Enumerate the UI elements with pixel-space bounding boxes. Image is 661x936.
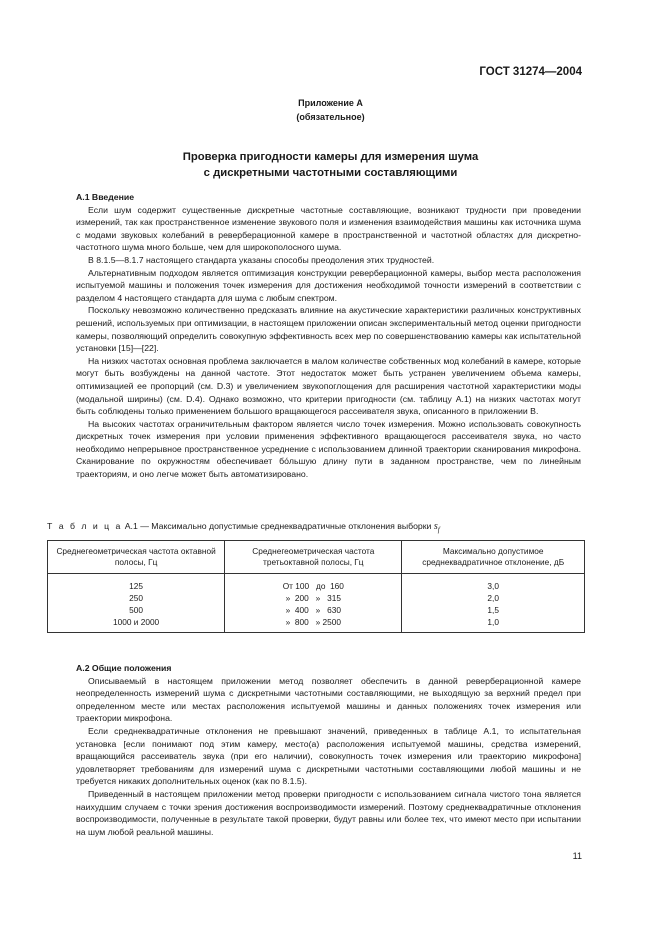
table-cell: 500 — [48, 604, 225, 616]
title-line-1: Проверка пригодности камеры для измерения шума — [182, 151, 479, 163]
section-a2 — [76, 662, 581, 838]
table-cell: 1000 и 2000 — [48, 616, 225, 633]
table-row — [48, 592, 585, 604]
table-cell: » 200 » 315 — [225, 592, 402, 604]
table-caption-symbol: $s_f$ — [433, 521, 440, 534]
paragraph: На низких частотах основная проблема заключается в малом количестве собственных мод колебаний в камере, которые могут быть возбуждены на данной частоте. Этот недостаток может быть устранен увеличением объема камеры, оптимизацией ее пропорций (см. D.3) и увеличением звукопоглощения для расширения частотной характеристики моды (модальной ширины) (см. D.4). Однако возможно, что критерии пригодности (см. таблицу А.1) на низких частотах могут быть соблюдены только применением большого вращающегося рассеивателя звука, описанного в приложении В. — [76, 355, 581, 417]
deviation-table — [47, 540, 585, 633]
table-caption-prefix: Т а б л и ц а — [47, 521, 123, 531]
table-row — [48, 616, 585, 633]
section-heading: А.1 Введение — [76, 192, 135, 202]
table-cell: 125 — [48, 574, 225, 593]
paragraph: Приведенный в настоящем приложении метод проверки пригодности с использованием сигнала чистого тона является наихудшим случаем с точки зрения достижения воспроизводимости измерений. Поэтому среднеквадратичные отклонения воспроизводимости, полученные в результате такой проверки, будут равны или более тех, что имеют место при испытании на шум любой реальной машины. — [76, 788, 581, 837]
paragraph: Поскольку невозможно количественно предсказать влияние на акустические характеристики различных конструктивных решений, используемых при оптимизации, в настоящем приложении описан экспериментальный метод оценки пригодности камеры, позволяющий определить совокупную эффективность всех мер по совершенствованию камеры как испытательной установки [15]—[22]. — [76, 305, 581, 354]
paragraph: Если шум содержит существенные дискретные частотные составляющие, возникают трудности при проведении измерений, так как пространственное изменение звукового поля и изменения взаимодействия машины как источника шума с модами звуковых колебаний в реверберационной камере в пространственной и частотной областях для дискретно-частотного шума много больше, чем для широкополосного шума. — [76, 204, 581, 253]
table-cell: 250 — [48, 592, 225, 604]
document-title — [0, 149, 661, 181]
page-number: 11 — [572, 851, 582, 861]
table-cell: 1,0 — [402, 616, 585, 633]
table-header-cell: Максимально допустимое среднеквадратичное отклонение, дБ — [402, 541, 585, 574]
standard-number: ГОСТ 31274—2004 — [479, 66, 582, 78]
paragraph: На высоких частотах ограничительным фактором является число точек измерения. Можно использовать совокупность дискретных точек измерения при условии применения эффективного вращающегося рассеивателя звука, но часто необходимо непрерывное пространственное усреднение с использованием длинной траектории сканирования микрофона. Сканирование по окружностям обеспечивает бо́льшую длину пути в заданном пространстве, чем по линейным траекториям, и оно легче может быть автоматизировано. — [76, 418, 581, 480]
table-caption — [47, 521, 440, 534]
table-row — [48, 604, 585, 616]
title-line-2: с дискретными частотными составляющими — [203, 167, 458, 179]
table-header-cell: Среднегеометрическая частота третьоктавной полосы, Гц — [225, 541, 402, 574]
table-cell: » 800 » 2500 — [225, 616, 402, 633]
table-cell: 3,0 — [402, 574, 585, 593]
table-cell: 2,0 — [402, 592, 585, 604]
section-a1 — [76, 191, 581, 481]
table-cell: » 400 » 630 — [225, 604, 402, 616]
table-caption-text: А.1 — Максимально допустимые среднеквадратичные отклонения выборки — [124, 521, 432, 531]
paragraph: Если среднеквадратичные отклонения не превышают значений, приведенных в таблице А.1, то испытательная установка [если понимают под этим камеру, место(а) расположения испытуемой машины, средства измерений, вращающийся рассеиватель звука (при его наличии), совокупность точек измерения или траекторию микрофона] удовлетворяет требованиям для измерений шума с дискретными частотными составляющими любой машины и не требуется никаких дополнительных оценок (как по 8.1.5). — [76, 725, 581, 787]
table-row — [48, 574, 585, 593]
section-heading: А.2 Общие положения — [76, 663, 172, 673]
paragraph: В 8.1.5—8.1.7 настоящего стандарта указаны способы преодоления этих трудностей. — [88, 254, 435, 265]
table-cell: От 100 до 160 — [225, 574, 402, 593]
table-cell: 1,5 — [402, 604, 585, 616]
paragraph: Описываемый в настоящем приложении метод позволяет обеспечить в данной реверберационной камере неопределенность измерений шума с дискретными частотными составляющими, не выходящую за верхний предел при определенном месте или местах расположения испытуемой машины и данных положениях точек измерения или траектории микрофона. — [76, 675, 581, 724]
table-header-cell: Среднегеометрическая частота октавной полосы, Гц — [48, 541, 225, 574]
paragraph: Альтернативным подходом является оптимизация конструкции реверберационной камеры, выбор места расположения испытуемой машины и положения точек измерения для достижения необходимой точности измерений в соответствии с разделом 4 настоящего стандарта для шума с любым спектром. — [76, 267, 581, 303]
annex-title: Приложение А — [298, 98, 363, 108]
annex-status: (обязательное) — [296, 112, 365, 122]
table-header-row — [48, 541, 585, 574]
